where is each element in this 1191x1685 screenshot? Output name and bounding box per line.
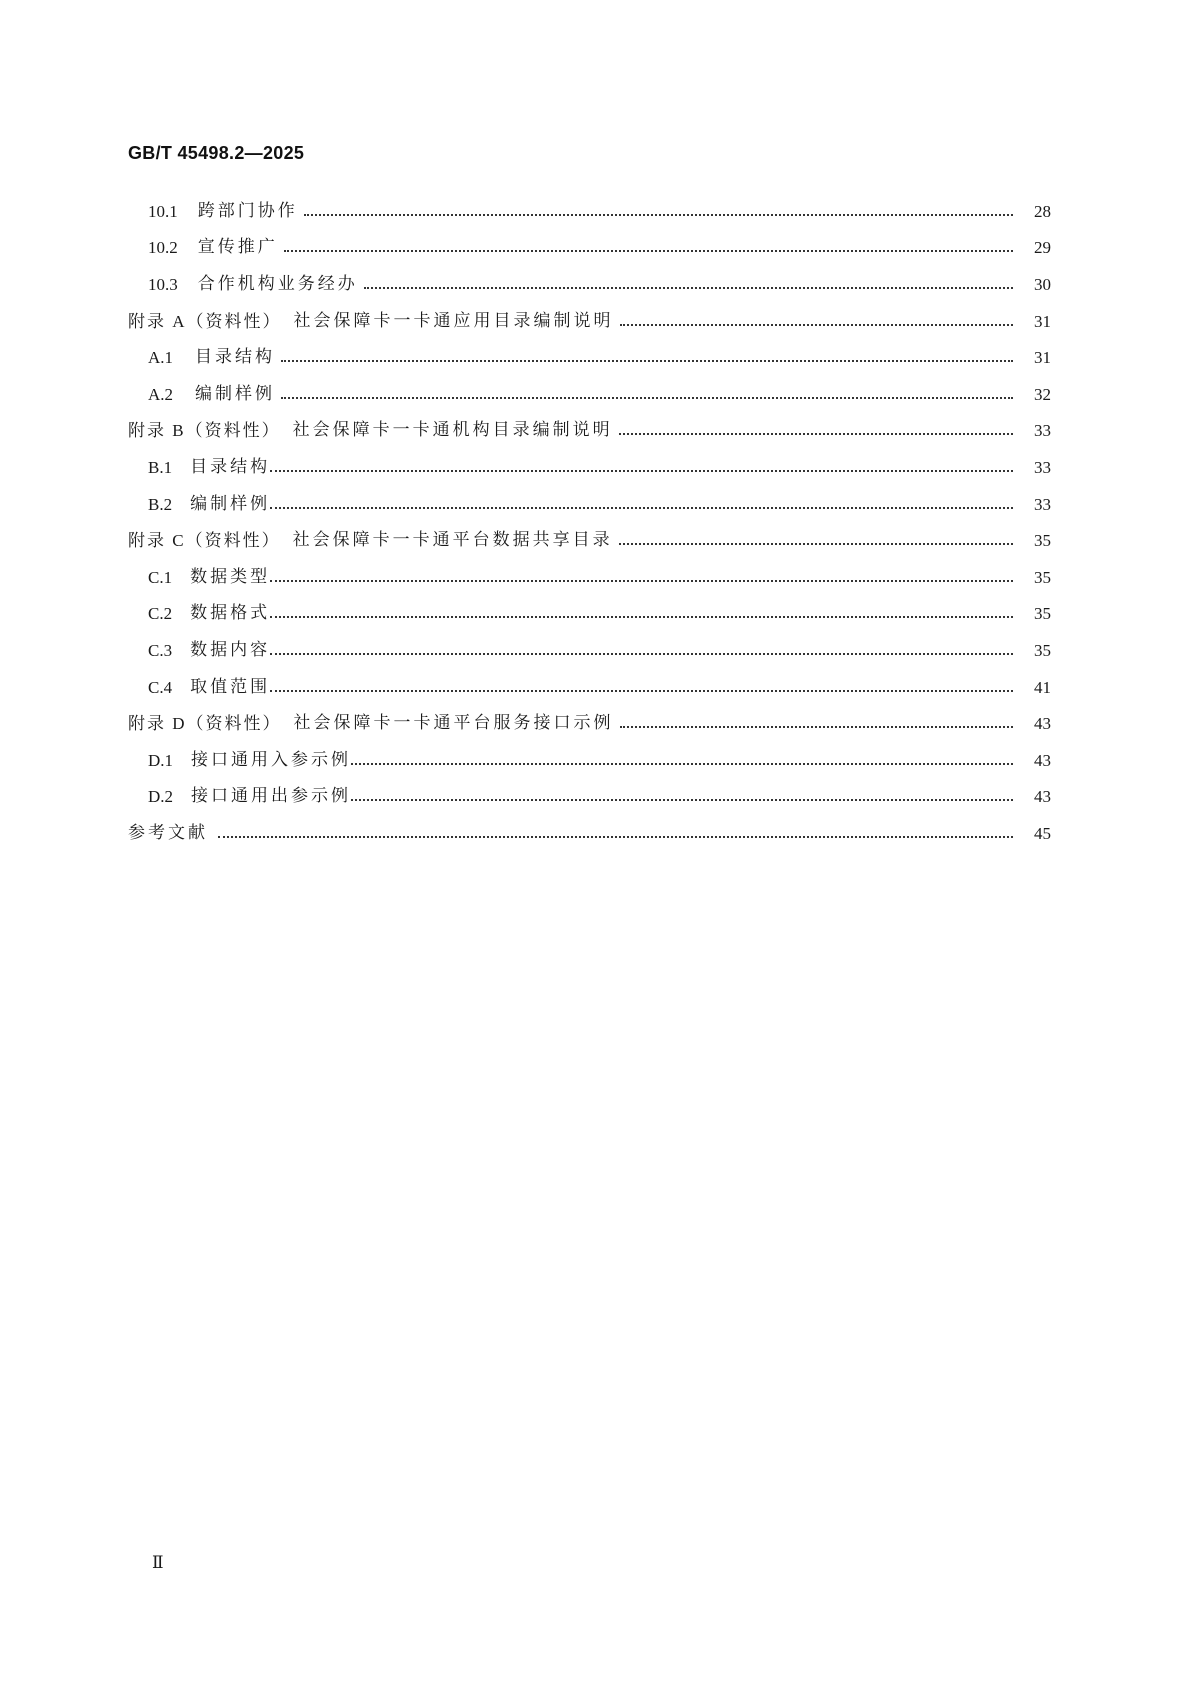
toc-entry-page: 43 [1034,714,1051,734]
toc-entry-number: A.1 [148,348,174,368]
toc-entry[interactable] [0,705,1191,742]
toc-entry-number: B.2 [148,494,173,514]
toc-entry-number: 附录 D（资料性） [128,714,282,734]
toc-entry[interactable] [0,266,1191,303]
dot-leader [619,432,1013,435]
toc-entry-number: 附录 A（资料性） [128,311,282,331]
toc-entry-page: 33 [1034,494,1051,514]
dot-leader [281,396,1013,399]
toc-entry[interactable] [0,669,1191,706]
toc-entry-page: 31 [1034,348,1051,368]
toc-entry-title: 参考文献 [128,822,208,843]
toc-entry-number: C.3 [148,640,173,660]
toc-entry-page: 35 [1034,640,1051,660]
dot-leader [351,798,1013,801]
dot-leader [270,579,1013,582]
toc-entry-page: 35 [1034,531,1051,551]
toc-entry-number: 10.3 [148,274,178,294]
toc-entry-page: 31 [1034,311,1051,331]
dot-leader [281,359,1013,362]
toc-entry-page: 35 [1034,567,1051,587]
toc-entry-title: 跨部门协作 [197,200,298,221]
toc-entry-number: 附录 C（资料性） [128,531,281,551]
dot-leader [218,835,1013,838]
toc-entry-title: 社会保障卡一卡通机构目录编制说明 [292,420,613,441]
toc-entry[interactable] [0,596,1191,633]
toc-entry[interactable] [0,193,1191,230]
toc-entry[interactable] [0,339,1191,376]
toc-entry-number: B.1 [148,457,173,477]
toc-entry[interactable] [0,815,1191,852]
dot-leader [619,542,1013,545]
toc-entry-title: 社会保障卡一卡通平台服务接口示例 [293,713,614,734]
dot-leader [270,469,1013,472]
toc-entry-page: 29 [1034,238,1051,258]
toc-entry-number: C.2 [148,604,173,624]
toc-entry-title: 合作机构业务经办 [197,273,358,294]
toc-entry[interactable] [0,413,1191,450]
toc-entry-page: 43 [1034,787,1051,807]
toc-entry[interactable] [0,449,1191,486]
toc-entry-number: D.1 [148,750,174,770]
toc-entry-title: 数据格式 [190,603,271,624]
toc-entry-title: 编制样例 [190,493,271,514]
dot-leader [304,213,1013,216]
toc-entry-title: 社会保障卡一卡通应用目录编制说明 [293,310,614,331]
toc-entry[interactable] [0,522,1191,559]
toc-entry-title: 目录结构 [190,456,271,477]
dot-leader [270,652,1013,655]
toc-entry-page: 35 [1034,604,1051,624]
toc-entry[interactable] [0,742,1191,779]
toc-entry-title: 编制样例 [195,383,276,404]
toc-entry-page: 30 [1034,274,1051,294]
toc-entry-page: 33 [1034,457,1051,477]
toc-entry[interactable] [0,779,1191,816]
toc-entry[interactable] [0,632,1191,669]
toc-entry-page: 32 [1034,384,1051,404]
dot-leader [364,286,1013,289]
toc-entry-page: 33 [1034,421,1051,441]
dot-leader [270,689,1013,692]
toc-entry-title: 数据类型 [190,566,271,587]
page-folio: Ⅱ [152,1553,163,1572]
dot-leader [270,615,1013,618]
document-code: GB/T 45498.2—2025 [128,143,305,163]
toc-entry-title: 接口通用出参示例 [191,786,352,807]
toc-entry[interactable] [0,559,1191,596]
toc-entry-title: 接口通用入参示例 [191,749,352,770]
toc-entry-title: 数据内容 [190,639,271,660]
toc-entry-page: 28 [1034,201,1051,221]
toc-entry-number: 10.1 [148,201,178,221]
dot-leader [270,506,1013,509]
toc-entry-number: C.4 [148,677,173,697]
toc-entry-number: 附录 B（资料性） [128,421,281,441]
toc-entry-title: 目录结构 [195,347,276,368]
toc-entry[interactable] [0,230,1191,267]
toc-entry-page: 43 [1034,750,1051,770]
dot-leader [284,249,1013,252]
toc-entry-title: 取值范围 [190,676,271,697]
toc-entry[interactable] [0,486,1191,523]
dot-leader [620,725,1013,728]
toc-entry-number: C.1 [148,567,173,587]
toc-entry[interactable] [0,376,1191,413]
toc-entry-title: 宣传推广 [197,237,278,258]
toc-entry-number: 10.2 [148,238,178,258]
table-of-contents [0,193,1191,852]
toc-entry[interactable] [0,303,1191,340]
toc-entry-page: 45 [1034,823,1051,843]
toc-entry-number: D.2 [148,787,174,807]
toc-entry-number: A.2 [148,384,174,404]
toc-entry-page: 41 [1034,677,1051,697]
dot-leader [351,762,1013,765]
dot-leader [620,323,1013,326]
toc-entry-title: 社会保障卡一卡通平台数据共享目录 [292,530,613,551]
